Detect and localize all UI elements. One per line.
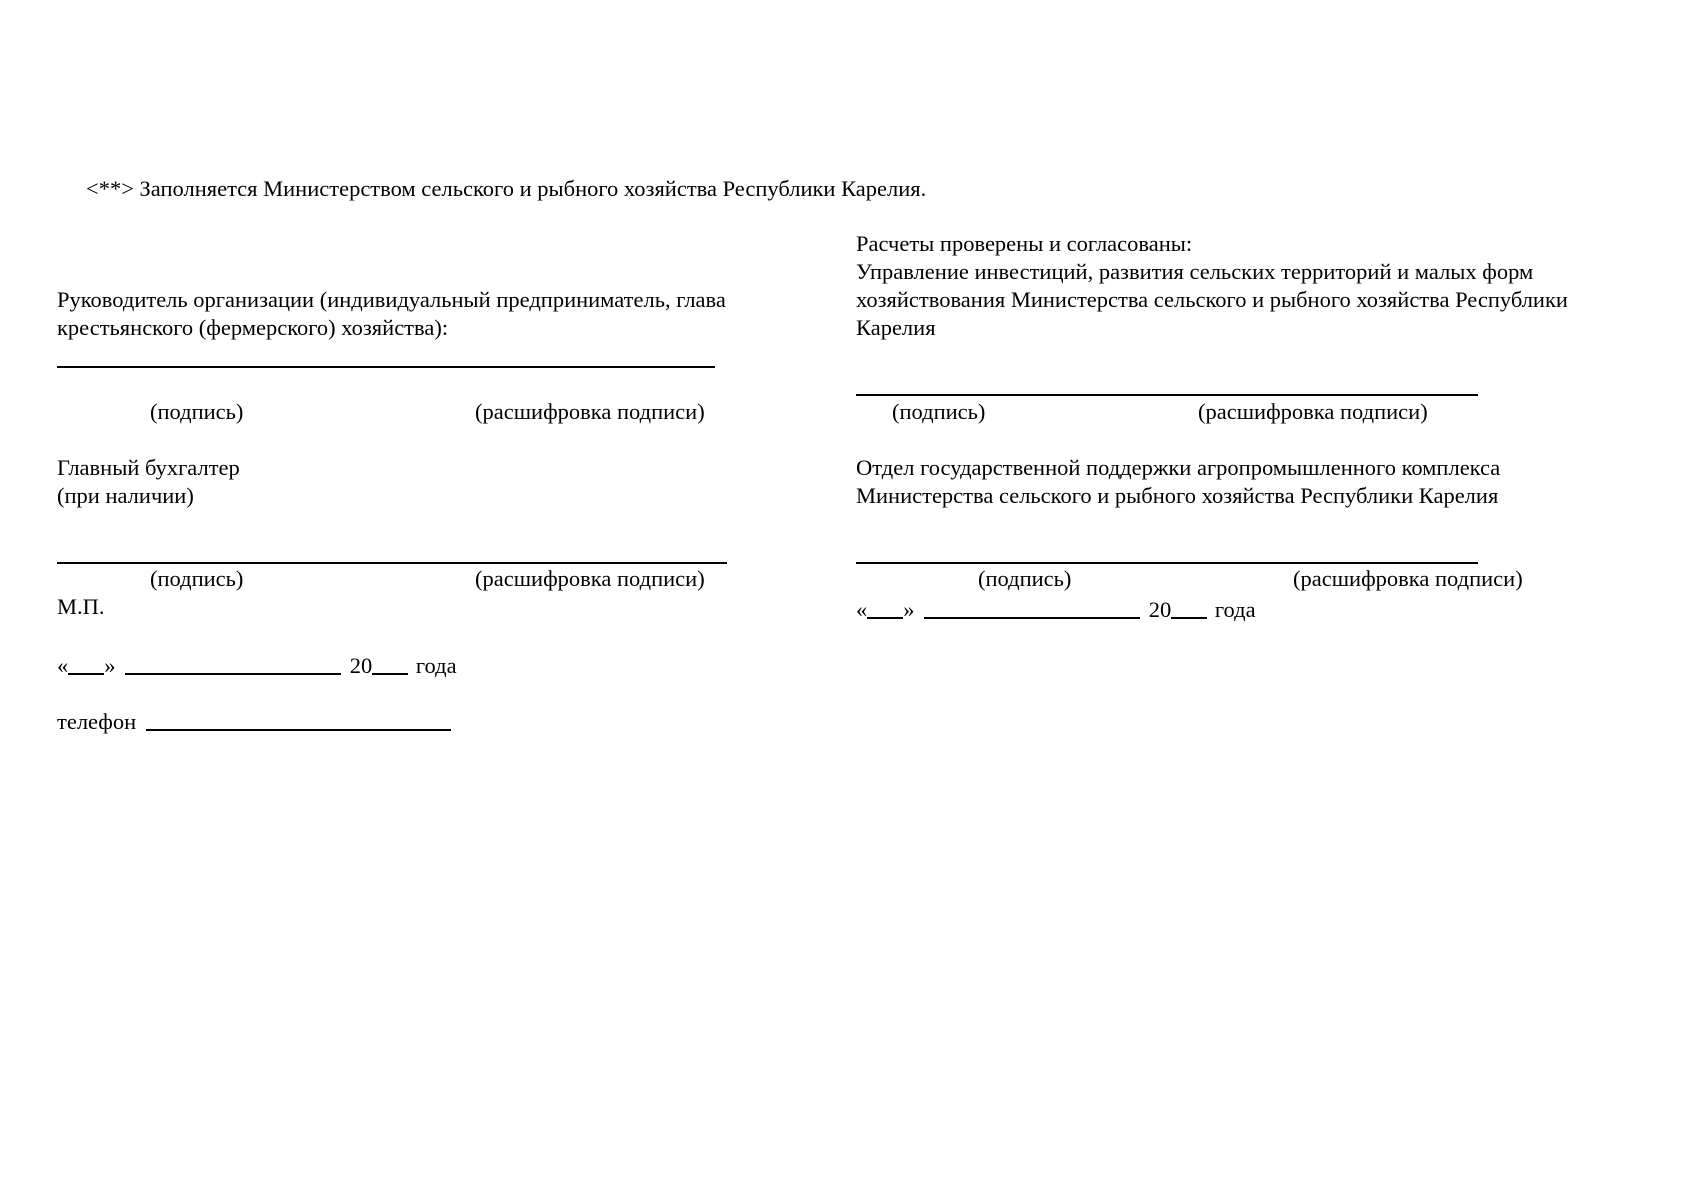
head-label-line2: крестьянского (фермерского) хозяйства): (57, 315, 449, 340)
dept2-signature-caption: (подпись) (978, 566, 1072, 591)
head-signature-line[interactable] (57, 366, 715, 368)
dept1-signature-caption: (подпись) (892, 399, 986, 424)
dept2-line1: Отдел государственной поддержки агропромышленного комплекса (856, 455, 1501, 480)
accountant-signature-decode-caption: (расшифровка подписи) (475, 566, 705, 591)
dept2-line2: Министерства сельского и рыбного хозяйства Республики Карелия (856, 483, 1499, 508)
date-close-quote: » (903, 597, 915, 622)
footnote: <**> Заполняется Министерством сельского и рыбного хозяйства Республики Карелия. (86, 176, 927, 201)
head-label-line1: Руководитель организации (индивидуальный предприниматель, глава (57, 287, 726, 312)
date-day-blank[interactable] (867, 595, 903, 619)
accountant-label-line2: (при наличии) (57, 483, 194, 508)
accountant-signature-line[interactable] (57, 562, 727, 564)
date-day-blank[interactable] (68, 651, 104, 675)
dept1-line2: хозяйствования Министерства сельского и рыбного хозяйства Республики (856, 287, 1568, 312)
dept1-line1: Управление инвестиций, развития сельских территорий и малых форм (856, 259, 1534, 284)
date-year-suffix: года (415, 653, 457, 678)
date-open-quote: « (57, 653, 69, 678)
accountant-signature-caption: (подпись) (150, 566, 244, 591)
phone-label: телефон (57, 709, 137, 734)
date-close-quote: » (104, 653, 116, 678)
right-date-field (856, 593, 1256, 624)
dept2-signature-decode-caption: (расшифровка подписи) (1293, 566, 1523, 591)
dept1-signature-line[interactable] (856, 394, 1478, 396)
head-signature-caption: (подпись) (150, 399, 244, 424)
date-year-prefix: 20 (349, 653, 373, 678)
dept1-line3: Карелия (856, 315, 936, 340)
approved-label: Расчеты проверены и согласованы: (856, 231, 1193, 256)
phone-blank[interactable] (146, 707, 451, 731)
dept1-signature-decode-caption: (расшифровка подписи) (1198, 399, 1428, 424)
date-year-blank[interactable] (1171, 595, 1207, 619)
head-signature-decode-caption: (расшифровка подписи) (475, 399, 705, 424)
date-open-quote: « (856, 597, 868, 622)
date-year-suffix: года (1214, 597, 1256, 622)
phone-field (57, 705, 451, 736)
date-year-prefix: 20 (1148, 597, 1172, 622)
left-date-field (57, 649, 457, 680)
accountant-label-line1: Главный бухгалтер (57, 455, 240, 480)
date-month-blank[interactable] (924, 595, 1140, 619)
stamp-label: М.П. (57, 594, 105, 619)
dept2-signature-line[interactable] (856, 562, 1478, 564)
date-month-blank[interactable] (125, 651, 341, 675)
date-year-blank[interactable] (372, 651, 408, 675)
